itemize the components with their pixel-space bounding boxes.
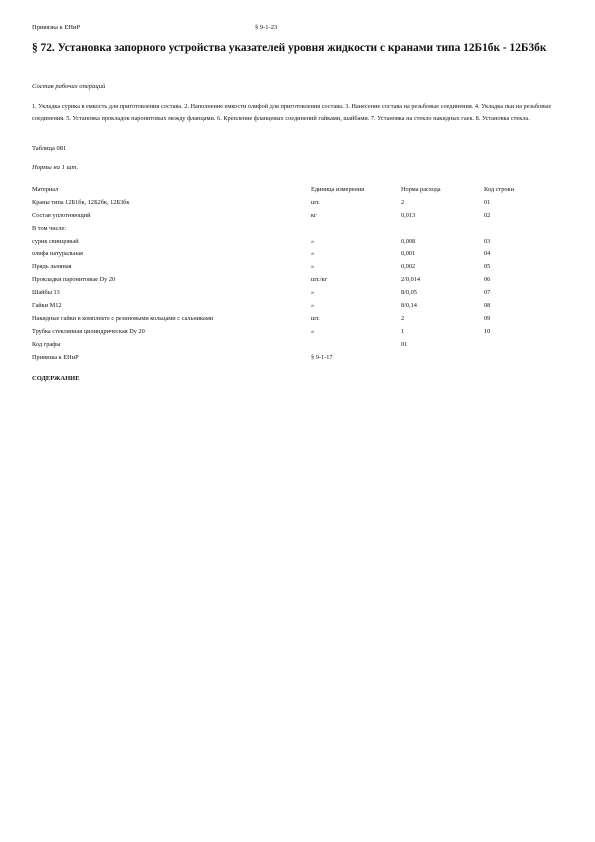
table-cell: » (311, 237, 315, 245)
table-cell: 01 (401, 340, 408, 348)
column-header: Единица измерения (311, 185, 365, 193)
table-cell: 10 (484, 327, 491, 335)
table-cell: шт. (311, 198, 320, 206)
table-row (30, 299, 560, 312)
table-row (30, 209, 560, 222)
table-row (30, 222, 560, 235)
table-cell: Трубка стеклянная цилиндрическая Dy 20 (32, 327, 145, 335)
table-cell (309, 338, 399, 351)
table-row (30, 273, 560, 286)
norms-label: Нормы на 1 шт. (32, 164, 78, 171)
table-row (30, 196, 560, 209)
table-cell: » (311, 250, 315, 258)
section-title: § 72. Установка запорного устройства указателей уровня жидкости с кранами типа 12Б1бк - 12Б3бк (32, 42, 547, 54)
table-cell: 0,002 (401, 263, 416, 271)
table-cell: 09 (484, 314, 491, 322)
table-cell (399, 351, 482, 364)
table-body (30, 196, 560, 364)
table-cell: Накидные гайки в комплекте с резиновыми кольцами с сальниками (32, 314, 214, 322)
table-cell: 0,008 (401, 237, 416, 245)
table-row (30, 247, 560, 260)
table-row (30, 351, 560, 364)
table-cell: 2 (401, 314, 405, 322)
table-cell: » (311, 301, 315, 309)
table-cell: 02 (484, 211, 491, 219)
table-cell (482, 338, 560, 351)
table-cell: 08 (484, 301, 491, 309)
table-cell: 1 (401, 327, 405, 335)
column-header: Материал (32, 185, 59, 193)
table-cell: 8/0,14 (401, 301, 417, 309)
table-cell: Состав уплотняющий (32, 211, 91, 219)
table-cell: 06 (484, 276, 491, 284)
table-row (30, 235, 560, 248)
table-cell: 01 (484, 198, 491, 206)
column-header: Норма расхода (401, 185, 441, 193)
operations-label: Состав рабочих операций (32, 83, 106, 90)
table-cell: Привязка к ЕНиР (32, 353, 79, 361)
table-cell: шт. (311, 314, 320, 322)
table-cell: олифа натуральная (32, 250, 83, 258)
table-cell: 05 (484, 263, 491, 271)
table-cell: » (311, 263, 315, 271)
column-header: Код строки (484, 185, 514, 193)
table-cell: 0,001 (401, 250, 416, 258)
table-cell (482, 351, 560, 364)
table-row (30, 260, 560, 273)
table-cell: Код графы (32, 340, 61, 348)
table-cell: 03 (484, 237, 491, 245)
table-cell: В том числе: (32, 224, 67, 232)
table-row (30, 338, 560, 351)
table-cell: 07 (484, 289, 491, 297)
table-row (30, 312, 560, 325)
operations-text: 1. Укладка сурика в емкость для приготовления состава. 2. Наполнение емкости олифой для приготовления состава. 3. Нанесение состава на резьбовые соединения. 4. Укладка пьи на резьбовые соединения. 5. Установка прокладок паронитовых между фланцами. 6. Крепление фланцевых соединений гайками, шайбами. 7. Установка на стекло накидных гаек. 8. Установка стекла. (32, 103, 552, 122)
table-row (30, 325, 560, 338)
table-row (30, 286, 560, 299)
table-cell: Прядь льняная (32, 263, 72, 271)
header-reference: Привязка к ЕНиР (32, 24, 81, 31)
table-cell: Шайбы 13 (32, 289, 60, 297)
table-cell: кг (311, 211, 317, 219)
table-cell: § 9-1-17 (311, 353, 333, 361)
table-cell: 04 (484, 250, 491, 258)
table-caption: Таблица 081 (32, 145, 67, 152)
table-cell: 2 (401, 198, 405, 206)
table-cell: 2/0,014 (401, 276, 421, 284)
table-cell (399, 222, 482, 235)
norms-table (30, 183, 560, 363)
table-cell: Прокладки паронитовые Dy 20 (32, 276, 116, 284)
table-cell (309, 222, 399, 235)
table-cell: шт./кг (311, 276, 328, 284)
table-cell: 8/0,05 (401, 289, 417, 297)
table-cell (482, 222, 560, 235)
header-section: § 9-1-23 (255, 24, 278, 31)
table-header-row (30, 183, 560, 196)
table-cell: сурик свинцовый (32, 237, 79, 245)
table-cell: Гайки М12 (32, 301, 62, 309)
contents-link[interactable]: СОДЕРЖАНИЕ (32, 375, 80, 382)
table-cell: 0,013 (401, 211, 416, 219)
table-cell: » (311, 289, 315, 297)
table-cell: » (311, 327, 315, 335)
table-cell: Краны типа 12Б1бк, 12Б2бк, 12Б3бк (32, 198, 130, 206)
